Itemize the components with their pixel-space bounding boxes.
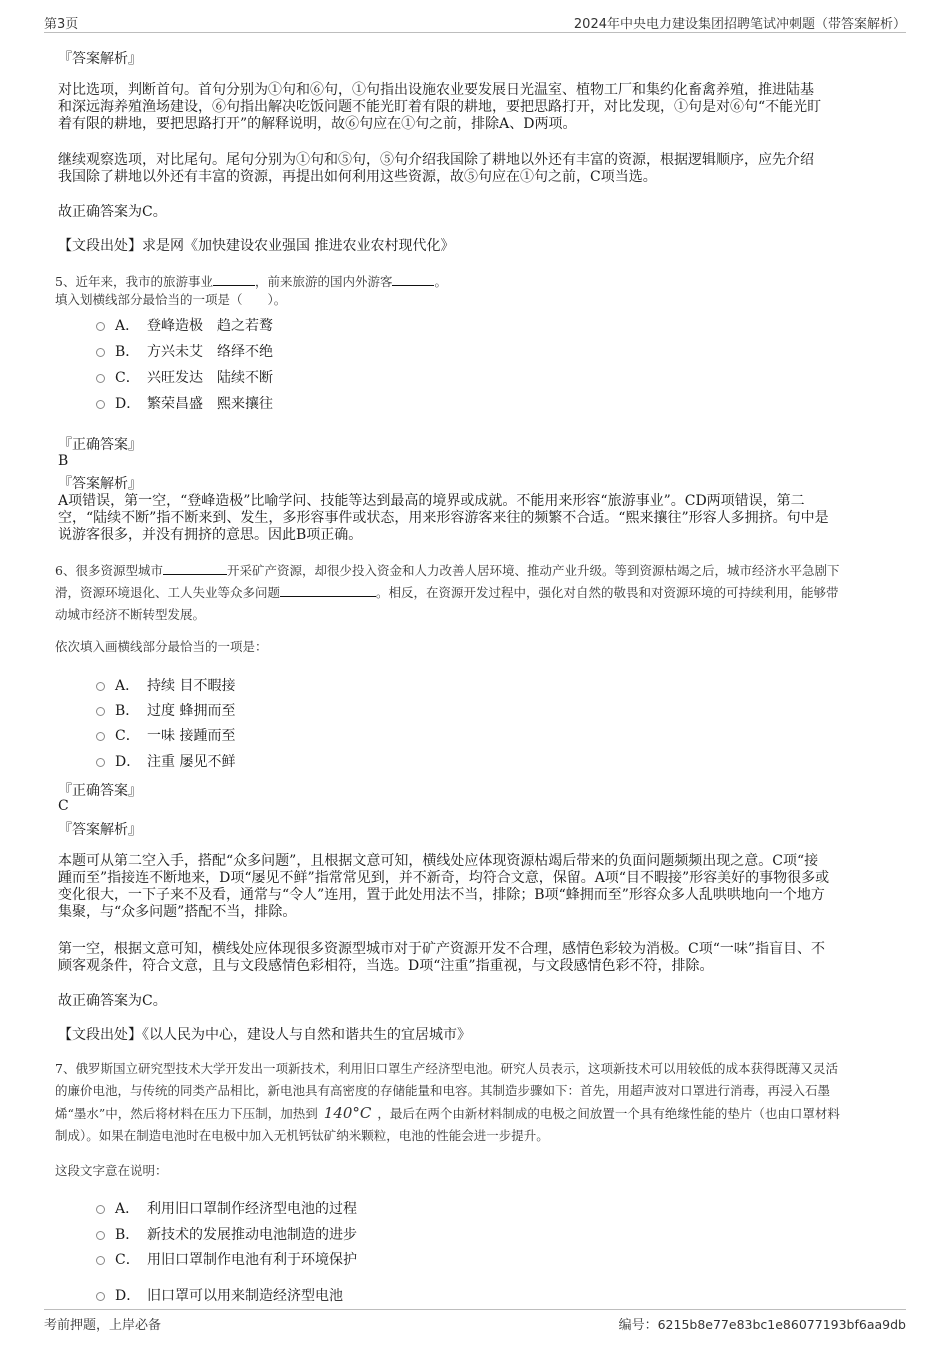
q6-prompt: 依次填入画横线部分最恰当的一项是： <box>55 639 268 654</box>
radio-icon[interactable] <box>96 1256 105 1265</box>
temperature-value: 140°C <box>323 1104 372 1122</box>
q7-stem: 7、俄罗斯国立研究型技术大学开发出一项新技术，利用旧口罩生产经济型电池。研究人员表示，这项新技术可以用较低的成本获得既薄又灵活 的廉价电池，与传统的同类产品相比，新电池具有高密度的存储能量和电容。其制造步骤如下：首先，用超声波对口罩进行消毒，再浸入石墨 烯“墨水”中，然后将材料在压力下压制，加热到 140°C ，最后在两个由新材料制成的电极之间放置一个具有绝缘性能的垫片（也由口罩材料 制成）。如果在制造电池时在电极中加入无机钙钛矿纳米颗粒，电池的性能会进一步提升。 <box>55 1061 840 1143</box>
header-divider <box>44 32 906 33</box>
q5-option-c[interactable]: C． 兴旺发达 陆续不断 <box>96 367 273 387</box>
q4-analysis-para1: 对比选项，判断首句。首句分别为①句和⑥句，①句指出设施农业要发展日光温室、植物工厂和集约化畜禽养殖，推进陆基 和深远海养殖渔场建设，⑥句指出解决吃饭问题不能光盯着有限的耕地，要把思路打开，对比发现，①句是对⑥句“不能光盯 着有限的耕地，要把思路打开”的解释说明，故⑥句应在①句之前，排除A、D两项。 <box>58 82 822 132</box>
q7-option-d[interactable]: D． 旧口罩可以用来制造经济型电池 <box>96 1285 343 1305</box>
q6-answer: C <box>58 798 69 814</box>
q6-correct-label: 『正确答案』 <box>58 783 142 799</box>
radio-icon[interactable] <box>96 322 105 331</box>
q6-option-c[interactable]: C． 一味 接踵而至 <box>96 725 235 745</box>
q5-blank-2 <box>392 273 434 286</box>
q6-option-d[interactable]: D． 注重 屡见不鲜 <box>96 751 235 771</box>
page-number: 第3页 <box>44 17 79 32</box>
q5-correct-label: 『正确答案』 <box>58 437 142 453</box>
radio-icon[interactable] <box>96 682 105 691</box>
q5-option-d[interactable]: D． 繁荣昌盛 熙来攘往 <box>96 393 273 413</box>
q5-option-a[interactable]: A． 登峰造极 趋之若鹜 <box>96 315 273 335</box>
q4-analysis-para2: 继续观察选项，对比尾句。尾句分别为①句和⑤句，⑤句介绍我国除了耕地以外还有丰富的资源，根据逻辑顺序，应先介绍 我国除了耕地以外还有丰富的资源，再提出如何利用这些资源，故⑤句应在①句之前，C项当选。 <box>58 152 814 185</box>
q6-source: 【文段出处】《以人民为中心，建设人与自然和谐共生的宜居城市》 <box>58 1027 471 1043</box>
q5-answer: B <box>58 453 69 469</box>
q4-analysis-label: 『答案解析』 <box>58 51 142 67</box>
q4-source: 【文段出处】求是网《加快建设农业强国 推进农业农村现代化》 <box>58 238 455 254</box>
q4-conclusion: 故正确答案为C。 <box>58 204 167 220</box>
footer-code: 编号：6215b8e77e83bc1e86077193bf6aa9db <box>618 1317 906 1333</box>
q6-analysis-para1: 本题可从第二空入手，搭配“众多问题”，且根据文意可知，横线处应体现资源枯竭后带来的负面问题频频出现之意。C项“接 踵而至”指接连不断地来，D项“屡见不鲜”指常常见到，并不新奇，均符合文意，保留。A项“目不暇接”形容美好的事物很多或 变化很大，一下子来不及看，通常与“令人”连用，置于此处用法不当，排除；B项“蜂拥而至”形容众多人乱哄哄地向一个地方 集聚，与“众多问题”搭配不当，排除。 <box>58 853 830 920</box>
radio-icon[interactable] <box>96 732 105 741</box>
q7-prompt: 这段文字意在说明： <box>55 1163 168 1178</box>
q5-analysis-label: 『答案解析』 <box>58 476 142 492</box>
q7-option-c[interactable]: C． 用旧口罩制作电池有利于环境保护 <box>96 1249 357 1269</box>
q6-option-b[interactable]: B． 过度 蜂拥而至 <box>96 700 235 720</box>
radio-icon[interactable] <box>96 707 105 716</box>
q5-option-b[interactable]: B． 方兴未艾 络绎不绝 <box>96 341 273 361</box>
q6-stem: 6、很多资源型城市 开采矿产资源，却很少投入资金和人力改善人居环境、推动产业升级。等到资源枯竭之后，城市经济水平急剧下 滑，资源环境退化、工人失业等众多问题 。相反，在资源开发过程中，强化对自然的敬畏和对资源环境的可持续利用，能够带 动城市经济不断转型发展。 <box>55 563 840 622</box>
q6-analysis-label: 『答案解析』 <box>58 822 142 838</box>
q6-blank-1 <box>163 562 227 575</box>
q6-blank-2 <box>280 584 376 597</box>
q5-blank-1 <box>213 273 255 286</box>
q6-analysis-para2: 第一空，根据文意可知，横线处应体现很多资源型城市对于矿产资源开发不合理，感情色彩较为消极。C项“一味”指盲目、不 顾客观条件，符合文意，且与文段感情色彩相符，当选。D项“注重”指重视，与文段感情色彩不符，排除。 <box>58 941 826 974</box>
radio-icon[interactable] <box>96 1231 105 1240</box>
q5-prompt: 填入划横线部分最恰当的一项是（ ）。 <box>55 292 287 307</box>
q6-conclusion: 故正确答案为C。 <box>58 993 167 1009</box>
q5-analysis: A项错误，第一空，“登峰造极”比喻学问、技能等达到最高的境界或成就。不能用来形容“旅游事业”。CD两项错误，第二 空，“陆续不断”指不断来到、发生，多形容事件或状态，用来形容游客来往的频繁不合适。“熙来攘往”形容人多拥挤。句中是 说游客很多，并没有拥挤的意思。因此B项正确。 <box>58 493 829 543</box>
q6-option-a[interactable]: A． 持续 目不暇接 <box>96 675 235 695</box>
q7-option-a[interactable]: A． 利用旧口罩制作经济型电池的过程 <box>96 1198 357 1218</box>
radio-icon[interactable] <box>96 758 105 767</box>
radio-icon[interactable] <box>96 400 105 409</box>
footer-divider <box>44 1309 906 1310</box>
radio-icon[interactable] <box>96 348 105 357</box>
q7-option-b[interactable]: B． 新技术的发展推动电池制造的进步 <box>96 1224 357 1244</box>
radio-icon[interactable] <box>96 374 105 383</box>
radio-icon[interactable] <box>96 1292 105 1301</box>
footer-slogan: 考前押题，上岸必备 <box>44 1318 162 1333</box>
document-title: 2024年中央电力建设集团招聘笔试冲刺题（带答案解析） <box>573 17 906 32</box>
q5-stem: 5、近年来，我市的旅游事业 ，前来旅游的国内外游客 。 <box>55 274 447 289</box>
radio-icon[interactable] <box>96 1205 105 1214</box>
